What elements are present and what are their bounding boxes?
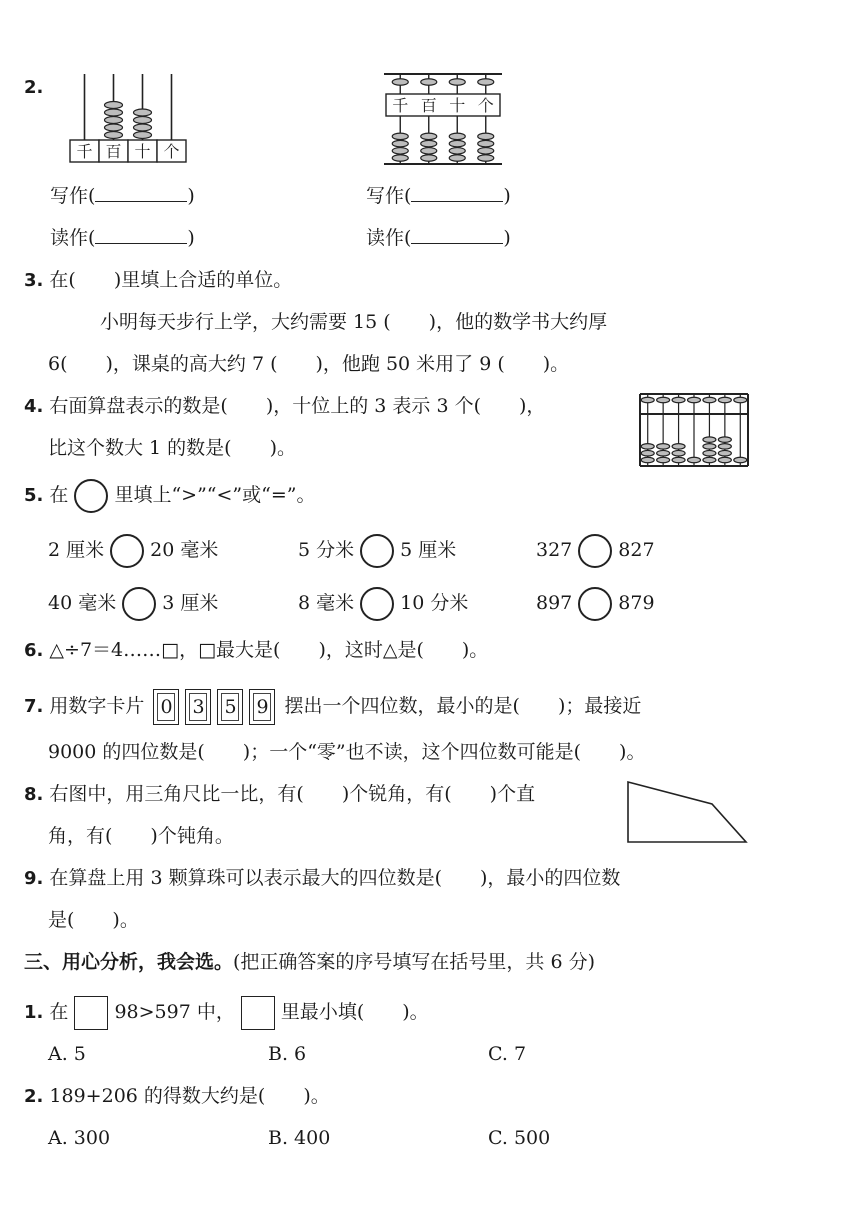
section-3-heading <box>24 948 595 976</box>
abacus-bead <box>421 155 437 162</box>
abacus-bead <box>734 397 747 403</box>
abacus-bead <box>134 132 152 139</box>
abacus-bead <box>688 457 701 463</box>
abacus-bead <box>105 109 123 116</box>
abacus-bead <box>641 444 654 450</box>
s3q2-number: 2. <box>24 1086 44 1107</box>
answer-blank[interactable] <box>411 201 503 202</box>
q4-line-1-wrap <box>24 392 545 421</box>
compare-circle[interactable] <box>110 534 144 568</box>
abacus-bead <box>703 437 716 443</box>
abacus-2-figure <box>382 68 506 168</box>
s3q2-line <box>24 1082 330 1111</box>
abacus-bead <box>478 148 494 155</box>
abacus-bead <box>478 79 494 86</box>
q6-line <box>24 636 488 665</box>
abacus-bead <box>449 79 465 86</box>
abacus-bead <box>703 444 716 450</box>
abacus-bead <box>449 133 465 140</box>
q5-item: 8 毫米 10 分米 <box>298 587 468 621</box>
abacus-bead <box>703 457 716 463</box>
q3-line-2: 6( )，课桌的高大约 7 ( )，他跑 50 米用了 9 ( )。 <box>48 353 570 375</box>
abacus-bead <box>449 155 465 162</box>
abacus-bead <box>478 155 494 162</box>
abacus-bead <box>105 117 123 124</box>
q8-number: 8. <box>24 784 44 805</box>
abacus-bead <box>718 437 731 443</box>
abacus-bead <box>734 457 747 463</box>
q7-line-2: 9000 的四位数是( )；一个“零”也不读，这个四位数可能是( )。 <box>48 741 646 763</box>
abacus-bead <box>392 155 408 162</box>
abacus-bead <box>657 450 670 456</box>
abacus-bead <box>134 109 152 116</box>
s3q1-option-b[interactable]: B. 6 <box>268 1043 307 1065</box>
answer-blank[interactable] <box>95 201 187 202</box>
q4-line-1: 右面算盘表示的数是( )，十位上的 3 表示 3 个( )， <box>49 395 546 417</box>
q6-text: △÷7＝4……□，□最大是( )，这时△是( )。 <box>49 639 489 661</box>
abacus-bead <box>392 79 408 86</box>
digit-card: 5 <box>217 689 243 725</box>
s3q2-option-a[interactable]: A. 300 <box>48 1127 111 1149</box>
abacus-bead <box>421 133 437 140</box>
place-label: 百 <box>105 142 122 161</box>
place-label: 个 <box>163 142 180 161</box>
q2-read-2: 读作( ) <box>366 227 511 249</box>
place-label: 十 <box>449 96 466 115</box>
q9-number: 9. <box>24 868 44 889</box>
s3q2-text: 189+206 的得数大约是( )。 <box>49 1085 330 1107</box>
abacus-bead <box>105 102 123 109</box>
q2-write-1: 写作( ) <box>50 185 195 207</box>
section-3-title: 三、用心分析，我会选。 <box>24 951 234 973</box>
abacus-bead <box>392 140 408 147</box>
digit-card: 3 <box>185 689 211 725</box>
abacus-bead <box>478 133 494 140</box>
q9-line-1: 在算盘上用 3 颗算珠可以表示最大的四位数是( )，最小的四位数 <box>49 867 621 889</box>
abacus-bead <box>718 397 731 403</box>
s3q1-option-a[interactable]: A. 5 <box>48 1043 86 1065</box>
place-label: 个 <box>477 96 494 115</box>
abacus-bead <box>449 140 465 147</box>
abacus-bead <box>657 397 670 403</box>
abacus-bead <box>392 133 408 140</box>
abacus-bead <box>688 397 701 403</box>
digit-card: 0 <box>153 689 179 725</box>
abacus-bead <box>672 444 685 450</box>
place-label: 十 <box>134 142 151 161</box>
compare-circle[interactable] <box>360 534 394 568</box>
abacus-bead <box>421 79 437 86</box>
q8-line-2: 角，有( )个钝角。 <box>48 825 234 847</box>
q4-line-2: 比这个数大 1 的数是( )。 <box>48 437 296 459</box>
abacus-bead <box>672 397 685 403</box>
compare-circle[interactable] <box>122 587 156 621</box>
s3q2-option-b[interactable]: B. 400 <box>268 1127 331 1149</box>
q7-number: 7. <box>24 696 44 717</box>
abacus-bead <box>449 148 465 155</box>
q9-line-2: 是( )。 <box>48 909 139 931</box>
abacus-bead <box>718 444 731 450</box>
abacus-1-figure <box>66 70 196 166</box>
q5-item: 327 827 <box>536 534 655 568</box>
abacus-bead <box>105 124 123 131</box>
q9-line-1-wrap <box>24 864 620 893</box>
q7-suffix: 摆出一个四位数，最小的是( )；最接近 <box>284 695 642 717</box>
q2-number: 2. <box>24 77 44 98</box>
compare-circle[interactable] <box>360 587 394 621</box>
abacus-bead <box>703 397 716 403</box>
digit-box[interactable] <box>241 996 275 1030</box>
digit-card: 9 <box>249 689 275 725</box>
abacus-bead <box>703 450 716 456</box>
place-label: 千 <box>392 96 409 115</box>
q3-line-1: 小明每天步行上学，大约需要 15 ( )，他的数学书大约厚 <box>100 311 608 333</box>
q4-number: 4. <box>24 396 44 417</box>
abacus-bead <box>392 148 408 155</box>
s3q1-option-c[interactable]: C. 7 <box>488 1043 527 1065</box>
abacus-bead <box>657 457 670 463</box>
compare-circle-icon <box>74 479 108 513</box>
q8-line-1: 右图中，用三角尺比一比，有( )个锐角，有( )个直 <box>49 783 536 805</box>
place-label: 千 <box>76 142 93 161</box>
q3-prompt: 在( )里填上合适的单位。 <box>49 269 293 291</box>
compare-circle[interactable] <box>578 534 612 568</box>
section-3-note: (把正确答案的序号填写在括号里，共 6 分) <box>233 951 596 973</box>
abacus-bead <box>672 457 685 463</box>
abacus-bead <box>672 450 685 456</box>
q6-number: 6. <box>24 640 44 661</box>
abacus-bead <box>105 132 123 139</box>
abacus-bead <box>421 148 437 155</box>
abacus-bead <box>134 117 152 124</box>
q7-prefix: 用数字卡片 <box>49 695 145 717</box>
q2-write-2: 写作( ) <box>366 185 511 207</box>
abacus-bead <box>421 140 437 147</box>
q7-line-1 <box>24 686 641 727</box>
abacus-bead <box>641 457 654 463</box>
abacus-3-figure <box>638 390 750 470</box>
s3q1-number: 1. <box>24 1002 44 1023</box>
q5-item: 5 分米 5 厘米 <box>298 534 456 568</box>
q5-item: 2 厘米 20 毫米 <box>48 534 218 568</box>
q5-number: 5. <box>24 485 44 506</box>
abacus-bead <box>657 444 670 450</box>
abacus-bead <box>718 457 731 463</box>
trapezoid-figure <box>624 778 752 848</box>
s3q2-option-c[interactable]: C. 500 <box>488 1127 551 1149</box>
digit-box[interactable] <box>74 996 108 1030</box>
place-label: 百 <box>420 96 437 115</box>
q5-item: 897 879 <box>536 587 655 621</box>
answer-blank[interactable] <box>95 243 187 244</box>
q8-line-1-wrap <box>24 780 535 809</box>
abacus-bead <box>478 140 494 147</box>
q3-prompt-line <box>24 266 292 295</box>
abacus-bead <box>641 397 654 403</box>
q2-read-1: 读作( ) <box>50 227 195 249</box>
abacus-bead <box>718 450 731 456</box>
compare-circle[interactable] <box>578 587 612 621</box>
q5-prompt-line: 5. 在 里填上“>”“<”或“=”。 <box>24 479 315 513</box>
q3-number: 3. <box>24 270 44 291</box>
q5-item: 40 毫米 3 厘米 <box>48 587 218 621</box>
answer-blank[interactable] <box>411 243 503 244</box>
s3q1-line: 1. 在 98>597 中， 里最小填( )。 <box>24 994 429 1031</box>
abacus-bead <box>641 450 654 456</box>
abacus-bead <box>134 124 152 131</box>
